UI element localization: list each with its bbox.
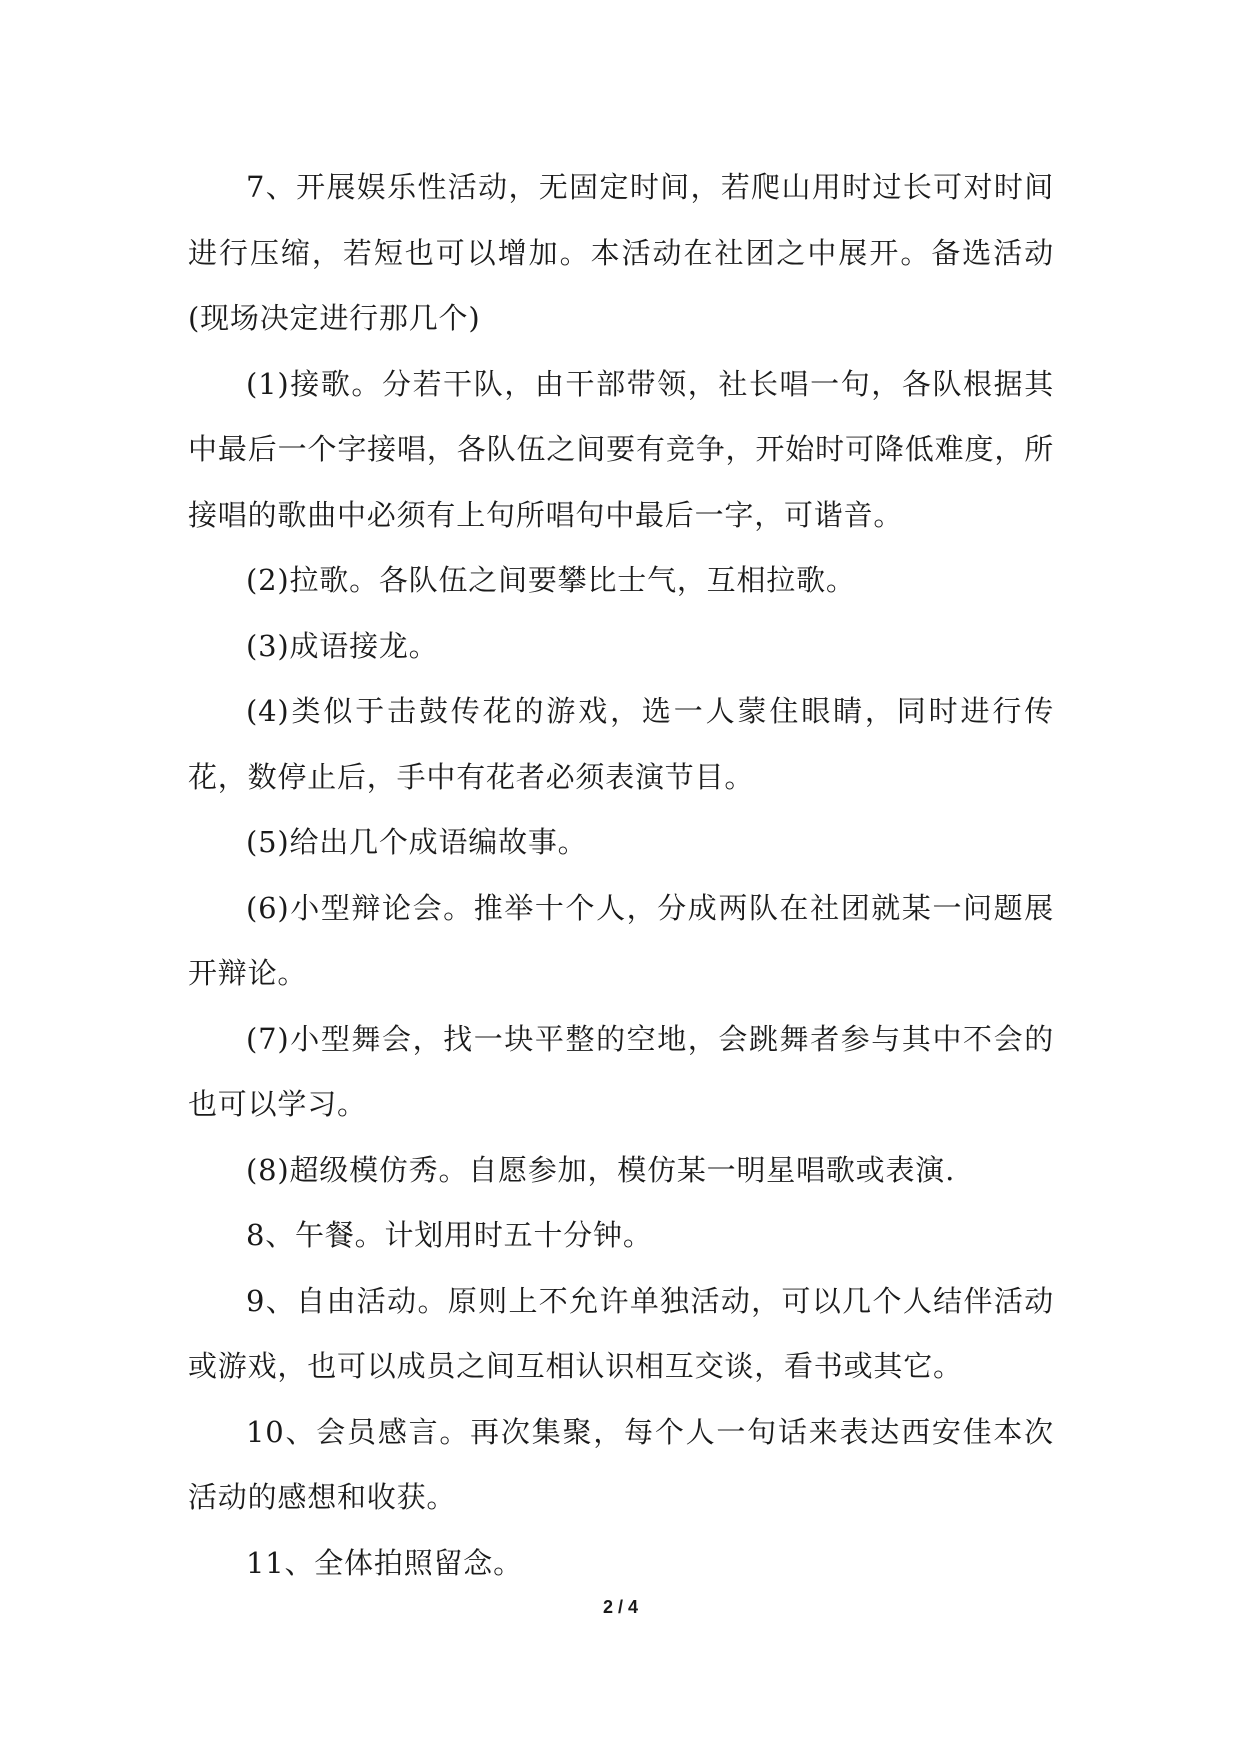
- paragraph-item-11: 11、全体拍照留念。: [246, 1545, 523, 1580]
- paragraph-item-8: 8、午餐。计划用时五十分钟。: [246, 1218, 653, 1252]
- paragraph-sub-5: (5)给出几个成语编故事。: [246, 825, 588, 859]
- paragraph-sub-2: (2)拉歌。各队伍之间要攀比士气，互相拉歌。: [246, 563, 856, 597]
- paragraph-sub-3: (3)成语接龙。: [246, 628, 439, 663]
- paragraph-item-9: 9、自由活动。原则上不允许单独活动，可以几个人结伴活动或游戏，也可以成员之间互相认识相互交谈，看书或其它。: [188, 1283, 1054, 1383]
- paragraph-item-10: 10、会员感言。再次集聚，每个人一句话来表达西安佳本次活动的感想和收获。: [188, 1414, 1054, 1514]
- document-body: [188, 155, 1054, 1596]
- paragraph-sub-6: (6)小型辩论会。推举十个人，分成两队在社团就某一问题展开辩论。: [188, 890, 1054, 990]
- paragraph-sub-7: (7)小型舞会，找一块平整的空地，会跳舞者参与其中不会的也可以学习。: [188, 1021, 1054, 1121]
- paragraph-sub-4: (4)类似于击鼓传花的游戏，选一人蒙住眼睛，同时进行传花，数停止后，手中有花者必须表演节目。: [188, 694, 1054, 794]
- paragraph-sub-8: (8)超级模仿秀。自愿参加，模仿某一明星唱歌或表演.: [246, 1152, 956, 1187]
- paragraph-sub-1: (1)接歌。分若干队，由干部带领，社长唱一句，各队根据其中最后一个字接唱，各队伍之间要有竞争，开始时可降低难度，所接唱的歌曲中必须有上句所唱句中最后一字，可谐音。: [188, 366, 1054, 532]
- paragraph-item-7: 7、开展娱乐性活动，无固定时间，若爬山用时过长可对时间进行压缩，若短也可以增加。本活动在社团之中展开。备选活动(现场决定进行那几个): [188, 170, 1054, 335]
- page-number: 2 / 4: [602, 1597, 639, 1617]
